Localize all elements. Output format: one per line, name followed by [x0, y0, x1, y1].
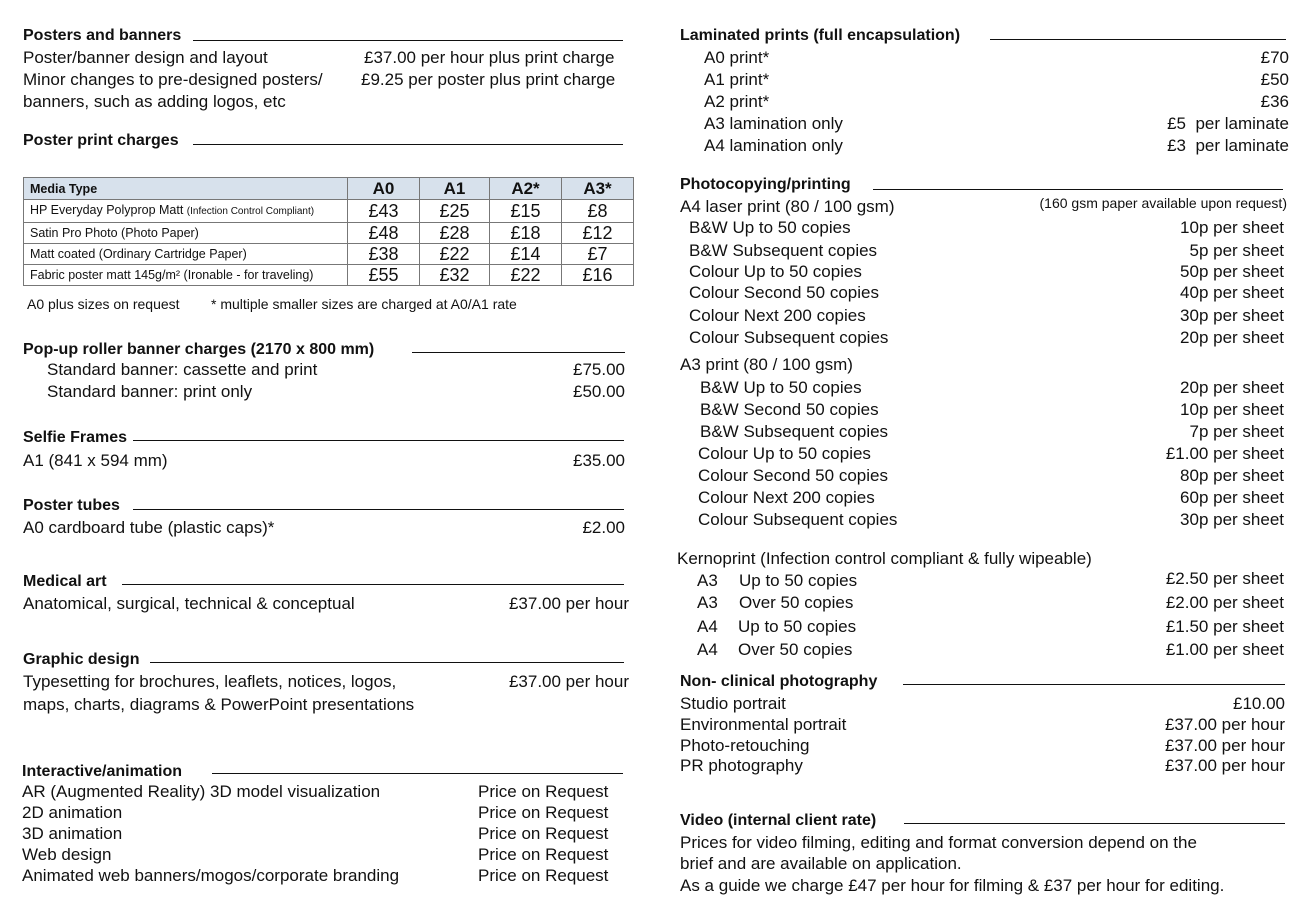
- price-a2: £14: [490, 244, 562, 265]
- table-note: * multiple smaller sizes are charged at A0/A1 rate: [211, 296, 517, 312]
- media-cell: Satin Pro Photo (Photo Paper): [24, 223, 348, 244]
- row-label: Minor changes to pre-designed posters/: [23, 70, 323, 89]
- row-label: Colour Next 200 copies: [698, 488, 875, 507]
- row-label: Poster/banner design and layout: [23, 48, 268, 67]
- row-price: Price on Request: [478, 845, 609, 864]
- row-label: Animated web banners/mogos/corporate branding: [22, 866, 400, 885]
- price-a0: £48: [348, 223, 420, 244]
- section-title-posters-banners: Posters and banners: [23, 27, 182, 44]
- header-a1: A1: [420, 178, 490, 200]
- media-note: (Infection Control Compliant): [186, 206, 315, 217]
- row-size: A4: [697, 617, 718, 636]
- section-title-graphic: Graphic design: [23, 651, 140, 668]
- subsection-label: A3 print (80 / 100 gsm): [680, 355, 853, 374]
- row-label-continued: maps, charts, diagrams & PowerPoint presentations: [23, 695, 415, 714]
- price-a3: £12: [562, 223, 634, 244]
- price-a0: £55: [348, 265, 420, 286]
- table-header-row: [24, 178, 634, 200]
- subsection-label: A4 laser print (80 / 100 gsm): [680, 197, 895, 216]
- price-a1: £25: [420, 200, 490, 223]
- row-price: £37.00 per hour plus print charge: [364, 48, 615, 67]
- row-price: £2.00: [582, 518, 625, 537]
- row-label-continued: banners, such as adding logos, etc: [23, 92, 286, 111]
- row-price: 7p per sheet: [1189, 422, 1284, 441]
- row-price: Price on Request: [478, 782, 609, 801]
- row-label: 2D animation: [22, 803, 123, 822]
- section-rule: [903, 684, 1285, 685]
- row-label: Over 50 copies: [739, 593, 854, 612]
- media-cell: Fabric poster matt 145g/m² (Ironable - for traveling): [24, 265, 348, 286]
- row-price: 20p per sheet: [1180, 328, 1284, 347]
- section-rule: [212, 773, 623, 774]
- price-a1: £32: [420, 265, 490, 286]
- section-rule: [122, 584, 624, 585]
- row-price: £75.00: [573, 360, 625, 379]
- row-label: B&W Subsequent copies: [700, 422, 889, 441]
- row-label: Colour Up to 50 copies: [689, 262, 862, 281]
- row-price: £37.00 per hour: [508, 672, 629, 691]
- row-price: £35.00: [573, 451, 625, 470]
- section-title-medical: Medical art: [23, 573, 107, 590]
- row-price: £3 per laminate: [1167, 136, 1289, 155]
- row-label: A0 cardboard tube (plastic caps)*: [23, 518, 275, 537]
- row-label: Standard banner: print only: [47, 382, 253, 401]
- row-label: B&W Subsequent copies: [689, 241, 878, 260]
- section-title-laminated: Laminated prints (full encapsulation): [680, 27, 961, 44]
- row-label: Colour Up to 50 copies: [698, 444, 871, 463]
- row-label: Typesetting for brochures, leaflets, notices, logos,: [23, 672, 397, 691]
- video-text-line: Prices for video filming, editing and format conversion depend on the: [680, 833, 1197, 852]
- row-price: Price on Request: [478, 866, 609, 885]
- section-rule: [412, 352, 625, 353]
- row-label: A1 (841 x 594 mm): [23, 451, 168, 470]
- video-text-line: brief and are available on application.: [680, 854, 962, 873]
- row-size: A3: [697, 593, 718, 612]
- table-row: [24, 223, 634, 244]
- row-label: Anatomical, surgical, technical & conceptual: [23, 594, 355, 613]
- row-label: B&W Up to 50 copies: [689, 218, 851, 237]
- row-price: £37.00 per hour: [1164, 736, 1285, 755]
- header-media-type: Media Type: [24, 178, 348, 200]
- price-a2: £15: [490, 200, 562, 223]
- row-price: 5p per sheet: [1189, 241, 1284, 260]
- row-price: £37.00 per hour: [1164, 756, 1285, 775]
- price-a1: £22: [420, 244, 490, 265]
- row-price: £37.00 per hour: [508, 594, 629, 613]
- row-price: £1.50 per sheet: [1165, 617, 1284, 636]
- row-label: Environmental portrait: [680, 715, 847, 734]
- row-price: 30p per sheet: [1180, 510, 1284, 529]
- row-label: A0 print*: [704, 48, 770, 67]
- price-a0: £38: [348, 244, 420, 265]
- row-label: Photo-retouching: [680, 736, 810, 755]
- row-label: Colour Subsequent copies: [698, 510, 898, 529]
- price-a1: £28: [420, 223, 490, 244]
- row-label: B&W Up to 50 copies: [700, 378, 862, 397]
- row-price: 50p per sheet: [1180, 262, 1284, 281]
- row-label: Studio portrait: [680, 694, 786, 713]
- row-price: £50.00: [573, 382, 625, 401]
- section-title-kernoprint: Kernoprint (Infection control compliant & fully wipeable): [677, 549, 1092, 568]
- paper-note: (160 gsm paper available upon request): [1039, 195, 1287, 211]
- section-title-tubes: Poster tubes: [23, 497, 120, 514]
- section-rule: [904, 823, 1285, 824]
- row-label: Over 50 copies: [738, 640, 853, 659]
- media-cell: HP Everyday Polyprop Matt (Infection Control Compliant): [24, 200, 348, 223]
- section-title-interactive: Interactive/animation: [22, 763, 183, 780]
- table-note: A0 plus sizes on request: [27, 296, 180, 312]
- row-price: 10p per sheet: [1180, 218, 1284, 237]
- row-price: £2.50 per sheet: [1165, 569, 1284, 588]
- price-a3: £7: [562, 244, 634, 265]
- price-a3: £16: [562, 265, 634, 286]
- row-label: A1 print*: [704, 70, 770, 89]
- table-row: [24, 244, 634, 265]
- row-price: 10p per sheet: [1180, 400, 1284, 419]
- row-price: Price on Request: [478, 803, 609, 822]
- price-a3: £8: [562, 200, 634, 223]
- row-price: £70: [1260, 48, 1289, 67]
- row-label: Colour Subsequent copies: [689, 328, 889, 347]
- row-price: £2.00 per sheet: [1165, 593, 1284, 612]
- row-label: Standard banner: cassette and print: [47, 360, 318, 379]
- header-a0: A0: [348, 178, 420, 200]
- row-label: AR (Augmented Reality) 3D model visualization: [22, 782, 381, 801]
- poster-print-table: [23, 177, 634, 286]
- row-price: £36: [1260, 92, 1289, 111]
- row-label: Colour Next 200 copies: [689, 306, 866, 325]
- header-a2: A2*: [490, 178, 562, 200]
- row-label: A2 print*: [704, 92, 770, 111]
- row-price: 80p per sheet: [1180, 466, 1284, 485]
- row-label: B&W Second 50 copies: [700, 400, 879, 419]
- table-row: [24, 200, 634, 223]
- row-label: 3D animation: [22, 824, 123, 843]
- row-price: Price on Request: [478, 824, 609, 843]
- row-price: £5 per laminate: [1167, 114, 1289, 133]
- row-label: A4 lamination only: [704, 136, 843, 155]
- section-title-photography: Non- clinical photography: [680, 673, 878, 690]
- video-text-line: As a guide we charge £47 per hour for filming & £37 per hour for editing.: [680, 876, 1225, 895]
- row-price: £37.00 per hour: [1164, 715, 1285, 734]
- price-a2: £18: [490, 223, 562, 244]
- header-a3: A3*: [562, 178, 634, 200]
- row-label: Colour Second 50 copies: [689, 283, 879, 302]
- row-size: A3: [697, 571, 718, 590]
- row-price: £50: [1260, 70, 1289, 89]
- row-price: 40p per sheet: [1180, 283, 1284, 302]
- row-price: 30p per sheet: [1180, 306, 1284, 325]
- section-title-selfie: Selfie Frames: [23, 429, 128, 446]
- row-label: Colour Second 50 copies: [698, 466, 888, 485]
- section-title-poster-print: Poster print charges: [23, 132, 179, 149]
- section-rule: [193, 144, 623, 145]
- row-price: £1.00 per sheet: [1165, 640, 1284, 659]
- row-size: A4: [697, 640, 718, 659]
- table-row: [24, 265, 634, 286]
- row-price: £10.00: [1233, 694, 1285, 713]
- price-a2: £22: [490, 265, 562, 286]
- media-cell: Matt coated (Ordinary Cartridge Paper): [24, 244, 348, 265]
- row-price: £9.25 per poster plus print charge: [361, 70, 616, 89]
- section-title-rollup: Pop-up roller banner charges (2170 x 800 mm): [23, 341, 375, 358]
- row-price: 60p per sheet: [1180, 488, 1284, 507]
- row-price: £1.00 per sheet: [1165, 444, 1284, 463]
- price-a0: £43: [348, 200, 420, 223]
- row-label: Up to 50 copies: [739, 571, 858, 590]
- section-rule: [133, 509, 624, 510]
- row-price: 20p per sheet: [1180, 378, 1284, 397]
- section-rule: [150, 662, 624, 663]
- section-rule: [873, 189, 1283, 190]
- section-rule: [133, 440, 624, 441]
- row-label: PR photography: [680, 756, 803, 775]
- section-title-video: Video (internal client rate): [680, 812, 877, 829]
- row-label: Web design: [22, 845, 112, 864]
- section-rule: [193, 40, 623, 41]
- row-label: A3 lamination only: [704, 114, 843, 133]
- section-title-photocopying: Photocopying/printing: [680, 176, 851, 193]
- row-label: Up to 50 copies: [738, 617, 857, 636]
- section-rule: [990, 39, 1286, 40]
